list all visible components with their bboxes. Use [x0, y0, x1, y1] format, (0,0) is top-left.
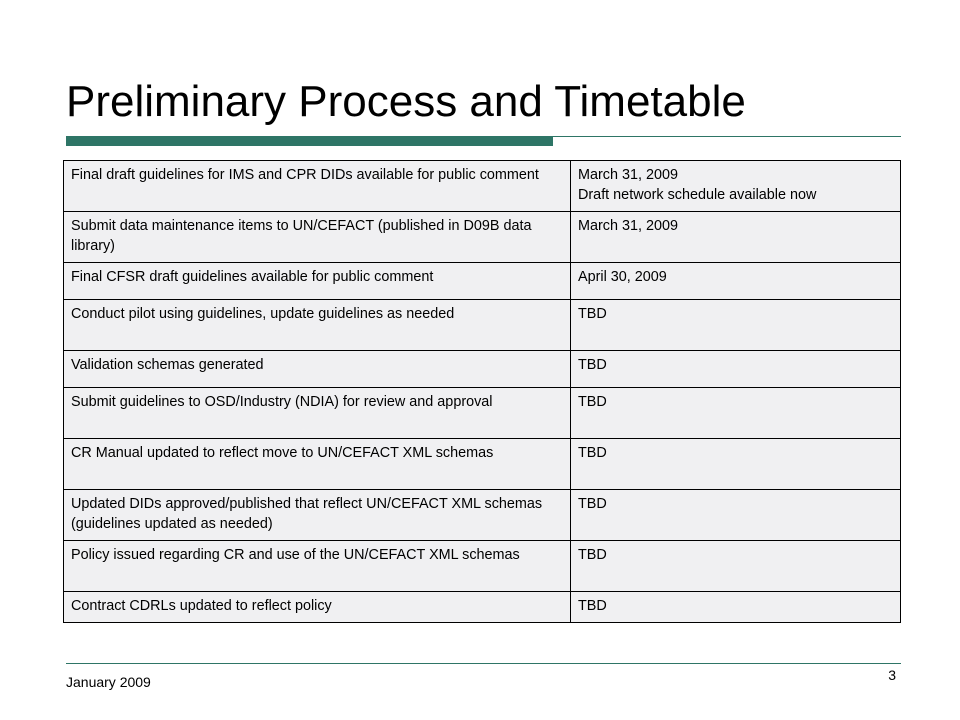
date-cell	[571, 161, 901, 212]
date-cell	[571, 490, 901, 541]
task-cell: Validation schemas generated	[64, 351, 571, 388]
table-row	[64, 541, 901, 592]
table-row	[64, 592, 901, 623]
date-cell	[571, 592, 901, 623]
date-cell	[571, 300, 901, 351]
date-text: TBD	[578, 357, 607, 373]
date-note: Draft network schedule available now	[578, 187, 817, 203]
date-text: TBD	[578, 306, 607, 322]
table-row	[64, 161, 901, 212]
task-cell: Submit guidelines to OSD/Industry (NDIA) for review and approval	[64, 388, 571, 439]
task-cell: CR Manual updated to reflect move to UN/CEFACT XML schemas	[64, 439, 571, 490]
task-cell: Updated DIDs approved/published that reflect UN/CEFACT XML schemas (guidelines updated as needed)	[64, 490, 571, 541]
table-row	[64, 351, 901, 388]
date-text: TBD	[578, 496, 607, 512]
task-cell: Final draft guidelines for IMS and CPR DIDs available for public comment	[64, 161, 571, 212]
task-cell: Final CFSR draft guidelines available for public comment	[64, 263, 571, 300]
task-cell: Conduct pilot using guidelines, update guidelines as needed	[64, 300, 571, 351]
date-cell	[571, 351, 901, 388]
date-text: TBD	[578, 598, 607, 614]
footer-date: January 2009	[66, 674, 151, 690]
date-text: TBD	[578, 547, 607, 563]
date-cell	[571, 263, 901, 300]
task-cell: Contract CDRLs updated to reflect policy	[64, 592, 571, 623]
table-row	[64, 388, 901, 439]
slide-title: Preliminary Process and Timetable	[66, 77, 746, 126]
date-text: March 31, 2009	[578, 167, 678, 183]
date-text: April 30, 2009	[578, 269, 667, 285]
table-row	[64, 212, 901, 263]
date-cell	[571, 541, 901, 592]
footer-divider	[66, 663, 901, 664]
date-text: March 31, 2009	[578, 218, 678, 234]
date-text: TBD	[578, 394, 607, 410]
date-cell	[571, 212, 901, 263]
table-row	[64, 490, 901, 541]
date-cell	[571, 388, 901, 439]
page-number: 3	[888, 667, 896, 683]
table-row	[64, 263, 901, 300]
date-text: TBD	[578, 445, 607, 461]
table-row	[64, 439, 901, 490]
title-underline-thin	[553, 136, 901, 137]
table-row	[64, 300, 901, 351]
date-cell	[571, 439, 901, 490]
timetable	[63, 160, 901, 623]
task-cell: Submit data maintenance items to UN/CEFACT (published in D09B data library)	[64, 212, 571, 263]
task-cell: Policy issued regarding CR and use of the UN/CEFACT XML schemas	[64, 541, 571, 592]
title-underline-accent	[66, 136, 553, 146]
